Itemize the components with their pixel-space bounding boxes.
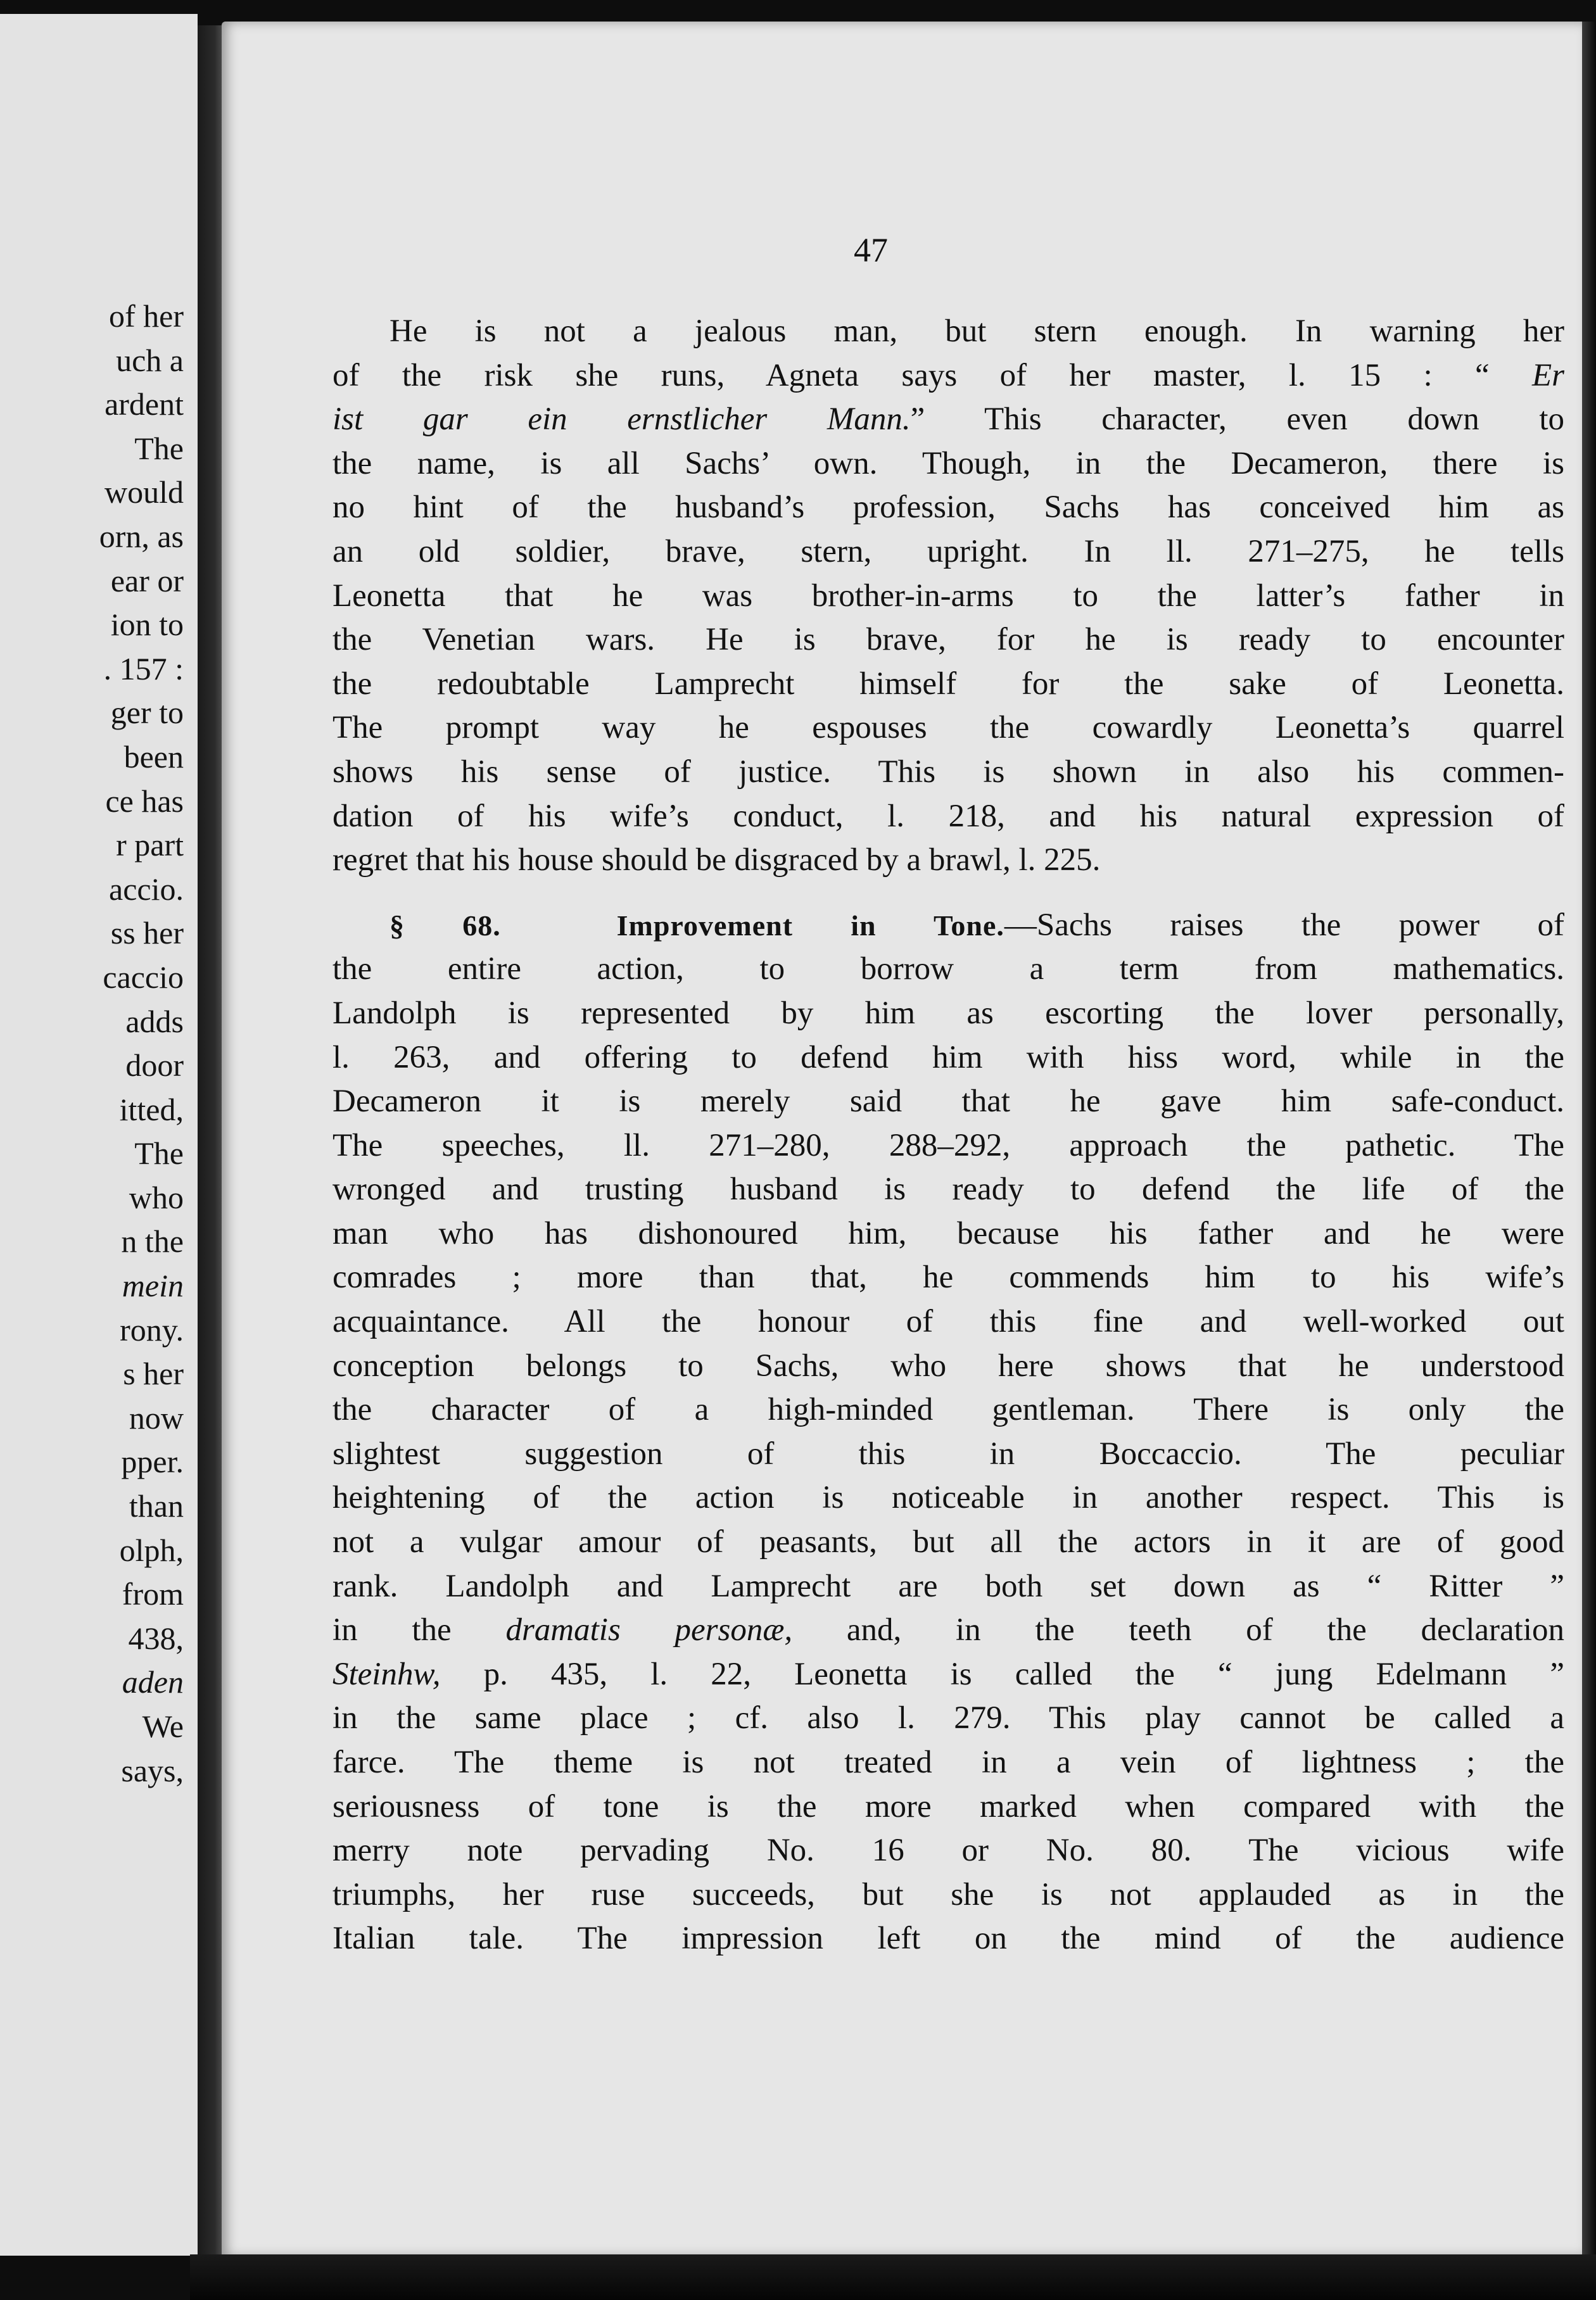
prev-line: now (129, 1400, 184, 1436)
text-line: merry note pervading No. 16 or No. 80. The vicious wife (332, 1833, 1564, 1869)
paragraph-improvement-in-tone (332, 904, 1564, 1961)
section-heading: Improvement in Tone. (616, 909, 1004, 942)
text-line: § 68. Improvement in Tone.—Sachs raises the power of (390, 907, 1565, 943)
text-line: seriousness of tone is the more marked when compared with the (332, 1788, 1564, 1824)
book-page (222, 22, 1583, 2257)
text-line: The speeches, ll. 271–280, 288–292, approach the pathetic. The (332, 1127, 1564, 1163)
text-line: the character of a high-minded gentleman. There is only the (332, 1392, 1564, 1428)
prev-line: r part (116, 827, 184, 863)
text-line: the entire action, to borrow a term from mathematics. (332, 951, 1564, 987)
text-line: the name, is all Sachs’ own. Though, in the Decameron, there is (332, 445, 1564, 481)
page-number: 47 (854, 231, 888, 269)
text-line: an old soldier, brave, stern, upright. In ll. 271–275, he tells (332, 533, 1564, 569)
prev-line: itted, (119, 1091, 184, 1127)
prev-line: . 157 : (103, 650, 184, 686)
prev-line: ss her (110, 915, 184, 951)
previous-page-line-ends (0, 294, 184, 1793)
text-line: Leonetta that he was brother-in-arms to the latter’s father in (332, 578, 1564, 614)
section-mark: § 68. (390, 909, 501, 942)
prev-line: who (129, 1179, 184, 1215)
text-line: The prompt way he espouses the cowardly Leonetta’s quarrel (332, 710, 1564, 746)
italic-quote: ist gar ein ernstlicher Mann. (332, 401, 911, 438)
prev-line: 438, (128, 1620, 184, 1656)
prev-line: aden (122, 1664, 184, 1700)
text-line: dation of his wife’s conduct, l. 218, and his natural expression of (332, 798, 1564, 834)
paragraph-husband-character (332, 310, 1564, 883)
prev-line: accio. (109, 871, 184, 907)
italic-source: Steinhw, (332, 1656, 441, 1692)
prev-line: ear or (110, 562, 184, 598)
prev-line: of her (109, 298, 184, 334)
text-line: ist gar ein ernstlicher Mann.” This character, even down to (332, 401, 1565, 438)
text-line: comrades ; more than that, he commends him to his wife’s (332, 1260, 1564, 1296)
text-line: of the risk she runs, Agneta says of her master, l. 15 : “ Er (332, 357, 1564, 393)
prev-line: from (122, 1576, 184, 1612)
prev-line: would (104, 474, 184, 510)
italic-term: dramatis personæ, (505, 1612, 793, 1648)
prev-line: ion to (110, 607, 184, 643)
prev-line: adds (125, 1003, 184, 1039)
prev-line: ardent (104, 386, 184, 422)
prev-line: says, (121, 1752, 184, 1788)
page-bottom-edge (190, 2254, 1596, 2300)
prev-line: than (129, 1488, 184, 1524)
text-line: rank. Landolph and Lamprecht are both set down as “ Ritter ” (332, 1568, 1564, 1604)
prev-line: mein (122, 1268, 184, 1304)
text-line: Landolph is represented by him as escorting the lover personally, (332, 995, 1564, 1031)
text-line: farce. The theme is not treated in a vein of lightness ; the (332, 1745, 1564, 1780)
text-line: no hint of the husband’s profession, Sachs has conceived him as (332, 490, 1564, 526)
text-line: regret that his house should be disgraced by a brawl, l. 225. (332, 842, 1101, 878)
text-line: the Venetian wars. He is brave, for he is ready to encounter (332, 622, 1564, 658)
prev-line: uch a (116, 342, 184, 378)
text-line: in the dramatis personæ, and, in the teeth of the declaration (332, 1612, 1564, 1648)
prev-line: n the (121, 1223, 184, 1260)
text-line: in the same place ; cf. also l. 279. This play cannot be called a (332, 1700, 1564, 1736)
text-line: triumphs, her ruse succeeds, but she is not applauded as in the (332, 1876, 1564, 1912)
prev-line: The (134, 1135, 184, 1172)
prev-line: olph, (119, 1532, 184, 1568)
text-line: acquaintance. All the honour of this fine and well-worked out (332, 1304, 1564, 1340)
text-line: slightest suggestion of this in Boccaccio. The peculiar (332, 1436, 1564, 1472)
prev-line: The (134, 430, 184, 466)
italic-quote: Er (1532, 357, 1564, 393)
text-line: wronged and trusting husband is ready to defend the life of the (332, 1172, 1564, 1208)
previous-page-fragment (0, 14, 198, 2256)
text-line: Decameron it is merely said that he gave him safe-conduct. (332, 1084, 1564, 1120)
page-right-edge (1582, 22, 1596, 2257)
prev-line: rony. (120, 1311, 184, 1348)
prev-line: been (124, 738, 184, 774)
text-line: Italian tale. The impression left on the mind of the audience (332, 1921, 1564, 1957)
prev-line: caccio (103, 959, 184, 995)
text-line: Steinhw, p. 435, l. 22, Leonetta is called the “ jung Edelmann ” (332, 1656, 1564, 1692)
text-line: heightening of the action is noticeable in another respect. This is (332, 1480, 1564, 1516)
prev-line: s her (123, 1356, 184, 1392)
text-line: the redoubtable Lamprecht himself for the sake of Leonetta. (332, 666, 1564, 702)
text-line: l. 263, and offering to defend him with hiss word, while in the (332, 1039, 1564, 1075)
prev-line: ce has (105, 783, 184, 819)
text-line: He is not a jealous man, but stern enough. In warning her (390, 313, 1564, 349)
prev-line: door (125, 1047, 184, 1084)
page-body (332, 310, 1564, 1961)
text-line: shows his sense of justice. This is shown in also his commen- (332, 754, 1564, 790)
prev-line: pper. (121, 1444, 184, 1480)
prev-line: We (142, 1709, 184, 1744)
text-line: not a vulgar amour of peasants, but all the actors in it are of good (332, 1524, 1564, 1560)
prev-line: ger to (110, 695, 184, 731)
text-line: conception belongs to Sachs, who here shows that he understood (332, 1348, 1564, 1384)
text-line: man who has dishonoured him, because his father and he were (332, 1215, 1564, 1251)
prev-line: orn, as (99, 518, 184, 554)
